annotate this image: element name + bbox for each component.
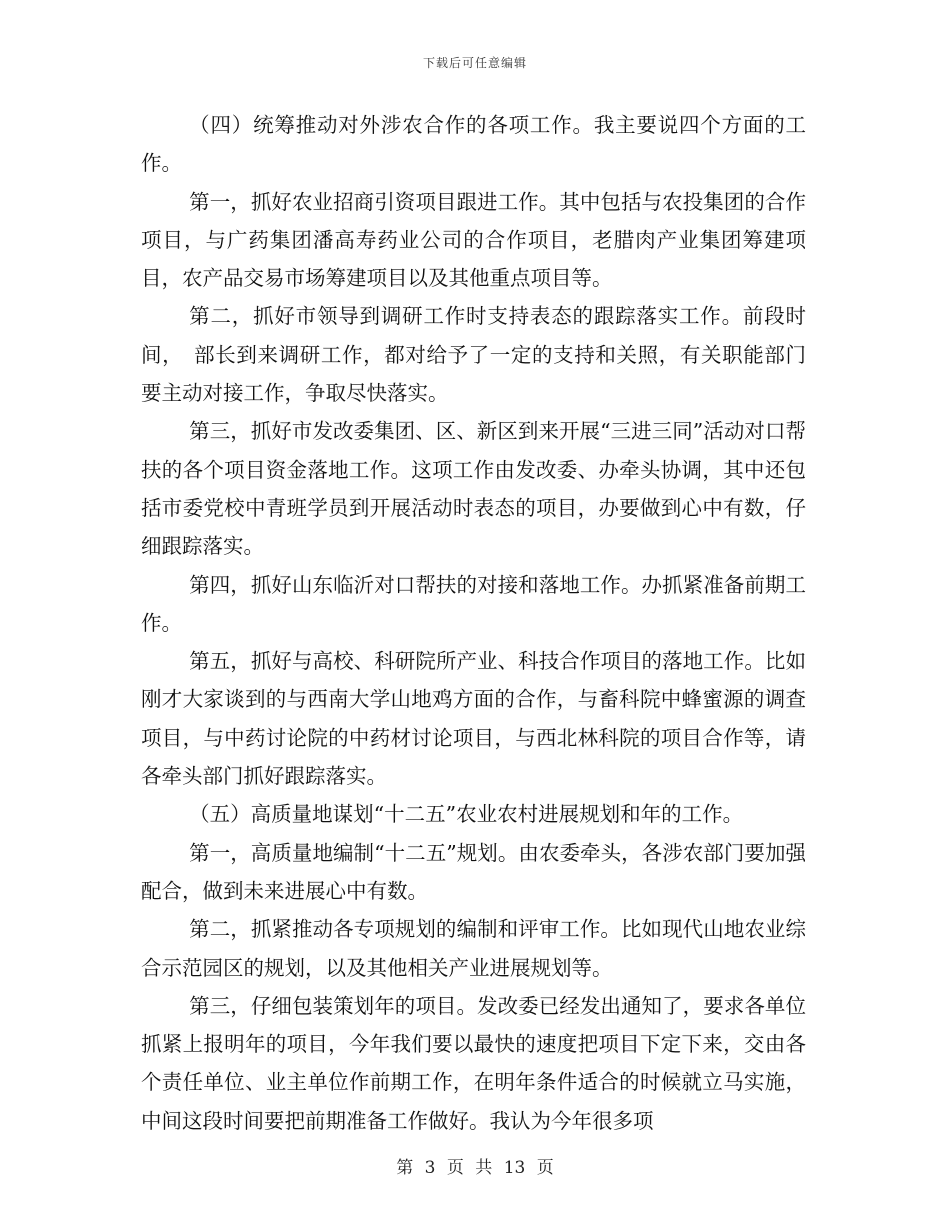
paragraph-section-five: （五）高质量地谋划“十二五”农业农村进展规划和年的工作。 — [189, 802, 744, 827]
document-body — [141, 106, 806, 1140]
paragraph-third: 第三，抓好市发改委集团、区、新区到来开展“三进三同”活动对口帮扶的各个项目资金落地工作。这项工作由发改委、办牵头协调，其中还包括市委党校中青班学员到开展活动时表态的项目，办要做到心中有数，仔细跟踪落实。 — [141, 419, 806, 559]
header-note: 下载后可任意编辑 — [422, 56, 527, 70]
paragraph-five-third: 第三，仔细包装策划年的项目。发改委已经发出通知了，要求各单位抓紧上报明年的项目，今年我们要以最快的速度把项目下定下来，交由各个责任单位、业主单位作前期工作，在明年条件适合的时候就立马实施，中间这段时间要把前期准备工作做好。我认为今年很多项 — [141, 993, 806, 1133]
paragraph-fifth: 第五，抓好与高校、科研院所产业、科技合作项目的落地工作。比如刚才大家谈到的与西南大学山地鸡方面的合作，与畜科院中蜂蜜源的调查项目，与中药讨论院的中药材讨论项目，与西北林科院的项目合作等，请各牵头部门抓好跟踪落实。 — [141, 649, 806, 789]
paragraph-five-first: 第一，高质量地编制“十二五”规划。由农委牵头，各涉农部门要加强配合，做到未来进展心中有数。 — [141, 840, 806, 903]
page-number-footer: 第 3 页 共 13 页 — [396, 1158, 554, 1178]
paragraph-first: 第一，抓好农业招商引资项目跟进工作。其中包括与农投集团的合作项目，与广药集团潘高寿药业公司的合作项目，老腊肉产业集团筹建项目，农产品交易市场筹建项目以及其他重点项目等。 — [141, 189, 806, 291]
paragraph-second: 第二，抓好市领导到调研工作时支持表态的跟踪落实工作。前段时间， 部长到来调研工作，都对给予了一定的支持和关照，有关职能部门要主动对接工作，争取尽快落实。 — [141, 304, 806, 406]
paragraph-five-second: 第二，抓紧推动各专项规划的编制和评审工作。比如现代山地农业综合示范园区的规划，以及其他相关产业进展规划等。 — [141, 917, 806, 980]
paragraph-fourth: 第四，抓好山东临沂对口帮扶的对接和落地工作。办抓紧准备前期工作。 — [141, 572, 806, 635]
paragraph-section-four: （四）统筹推动对外涉农合作的各项工作。我主要说四个方面的工作。 — [141, 113, 806, 176]
